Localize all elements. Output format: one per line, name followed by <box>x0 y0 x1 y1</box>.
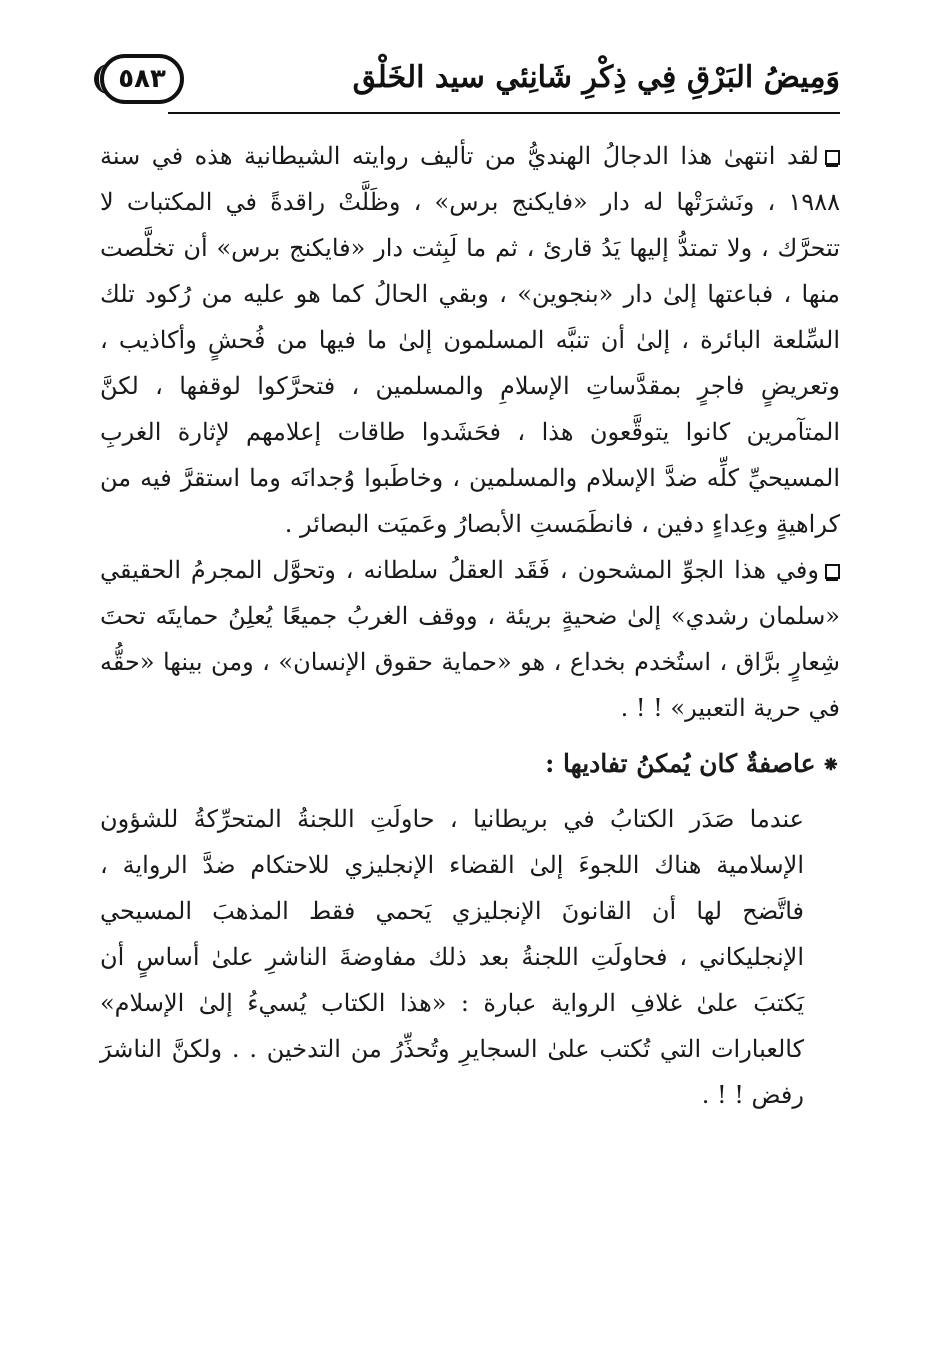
section-paragraph <box>100 796 840 1118</box>
asterisk-icon: ⁕ <box>821 752 840 778</box>
paragraph-1 <box>100 133 840 547</box>
header-rule <box>168 112 840 114</box>
square-bullet-icon <box>825 150 840 165</box>
square-bullet-icon <box>825 564 840 579</box>
section-heading-text: عاصفةٌ كان يُمكنُ تفاديها : <box>545 749 816 778</box>
paragraph-2 <box>100 547 840 731</box>
body-text <box>100 133 840 1118</box>
section-paragraph-text: عندما صَدَر الكتابُ في بريطانيا ، حاولَتِ اللجنةُ المتحرِّكةُ للشؤون الإسلامية هناك اللجوءَ إلىٰ القضاء الإنجليزي للاحتكام ضدَّ الرواية ، فاتَّضح لها أن القانونَ الإنجليزي يَحمي فقط المذهبَ المسيحي الإنجليكاني ، فحاولَتِ اللجنةُ بعد ذلك مفاوضةَ الناشرِ علىٰ أساسٍ أن يَكتبَ علىٰ غلافِ الرواية عبارة : «هذا الكتاب يُسيءُ إلىٰ الإسلام» كالعبارات التي تُكتب علىٰ السجايرِ وتُحذِّرُ من التدخين . . ولكنَّ الناشرَ رفض ! ! . <box>100 805 804 1109</box>
page-number-badge <box>100 54 184 104</box>
running-title: وَمِيضُ البَرْقِ فِي ذِكْرِ شَانِئي سيد الخَلْق <box>352 60 840 95</box>
page-header <box>100 52 840 124</box>
section-heading <box>100 741 840 788</box>
paragraph-2-text: وفي هذا الجوِّ المشحون ، فَقَد العقلُ سلطانه ، وتحوَّل المجرمُ الحقيقي «سلمان رشدي» إلىٰ ضحيةٍ بريئة ، ووقف الغربُ جميعًا يُعلِنُ حمايتَه تحتَ شِعارٍ برَّاق ، استُخدم بخداع ، هو «حماية حقوق الإنسان» ، ومن بينها «حقُّه في حرية التعبير» ! ! . <box>100 556 840 722</box>
page-number: ٥٨٣ <box>118 64 166 94</box>
paragraph-1-text: لقد انتهىٰ هذا الدجالُ الهنديُّ من تأليف روايته الشيطانية هذه في سنة ١٩٨٨ ، ونَشرَتْها له دار «فايكنج برس» ، وظَلَّتْ راقدةً في المكتبات لا تتحرَّك ، ولا تمتدُّ إليها يَدُ قارئ ، ثم ما لَبِثت دار «فايكنج برس» أن تخلَّصت منها ، فباعتها إلىٰ دار «بنجوين» ، وبقي الحالُ كما هو عليه من رُكود تلك السِّلعة البائرة ، إلىٰ أن تنبَّه المسلمون إلىٰ ما فيها من فُحشٍ وأكاذيب ، وتعريضٍ فاجرٍ بمقدَّساتِ الإسلامِ والمسلمين ، فتحرَّكوا لوقفها ، لكنَّ المتآمرين كانوا يتوقَّعون هذا ، فحَشَدوا طاقات إعلامهم لإثارة الغربِ المسيحيِّ كلِّه ضدَّ الإسلام والمسلمين ، وخاطَبوا وُجدانَه وما استقرَّ فيه من كراهيةٍ وعِداءٍ دفين ، فانطَمَستِ الأبصارُ وعَميَت البصائر . <box>100 142 840 538</box>
